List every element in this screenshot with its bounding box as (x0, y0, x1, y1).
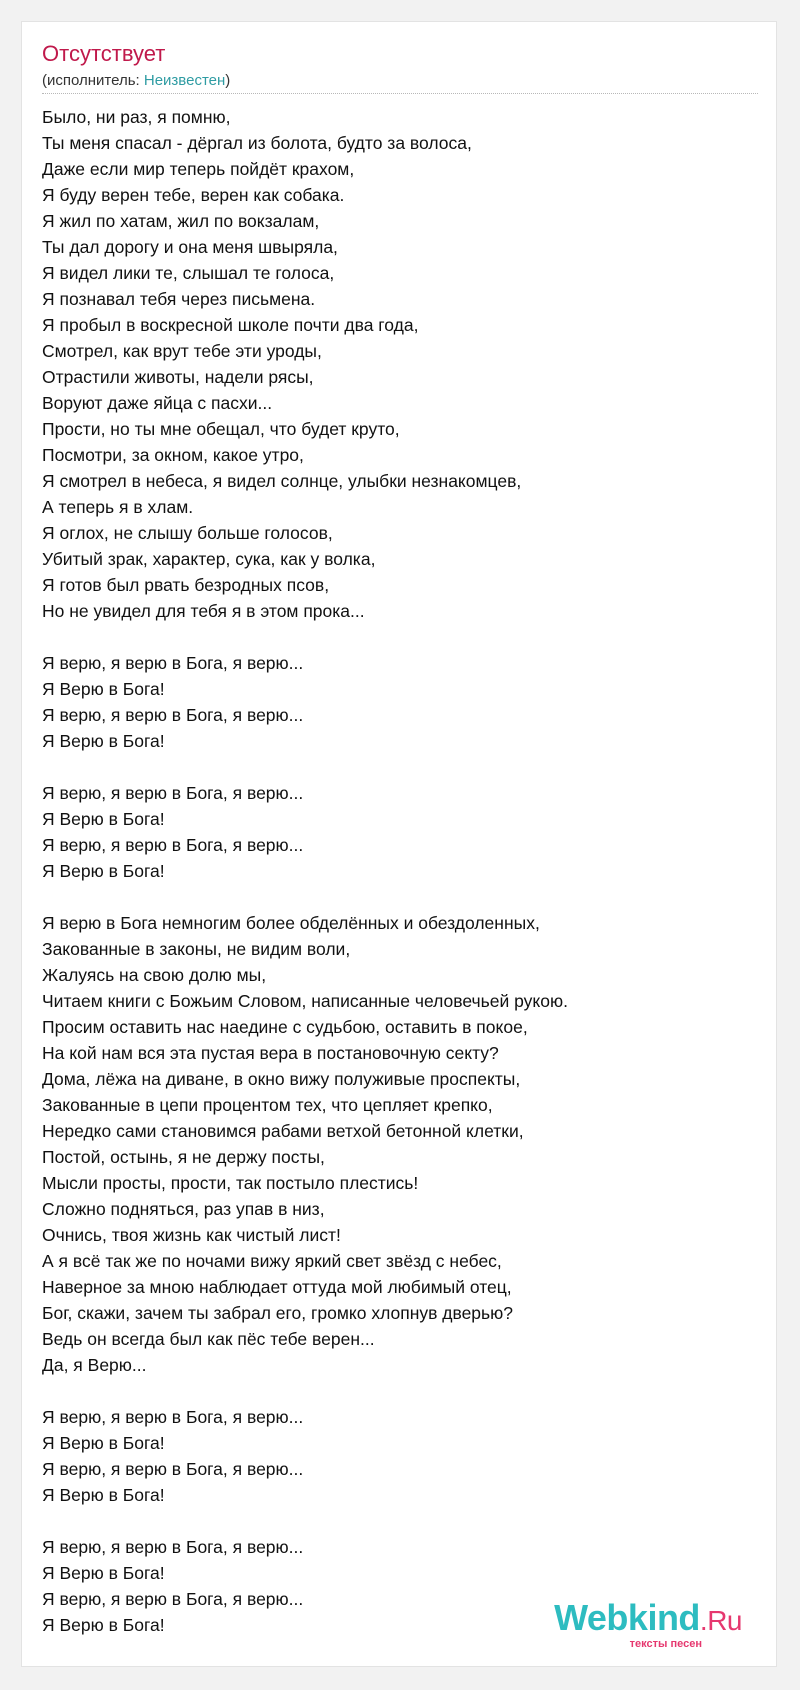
lyric-line: Постой, остынь, я не держу посты, (42, 1147, 325, 1167)
lyric-line: Читаем книги с Божьим Словом, написанные человечьей рукою. (42, 991, 568, 1011)
artist-suffix: ) (225, 72, 231, 89)
lyric-line: Было, ни раз, я помню, (42, 107, 231, 127)
lyric-line: Я Верю в Бога! (42, 679, 165, 699)
lyric-line: Я буду верен тебе, верен как собака. (42, 185, 345, 205)
lyric-line: Я верю, я верю в Бога, я верю... (42, 653, 304, 673)
lyric-line: Я верю, я верю в Бога, я верю... (42, 705, 304, 725)
artist-line (42, 72, 230, 90)
lyric-line: Я смотрел в небеса, я видел солнце, улыбки незнакомцев, (42, 471, 522, 491)
stanza-break (42, 884, 762, 910)
artist-link[interactable]: Неизвестен (143, 72, 226, 89)
lyric-line: Ты меня спасал - дёргал из болота, будто за волоса, (42, 133, 472, 153)
stanza-break (42, 624, 762, 650)
lyric-line: Убитый зрак, характер, сука, как у волка, (42, 549, 376, 569)
lyric-line: А я всё так же по ночами вижу яркий свет звёзд с небес, (42, 1251, 502, 1271)
lyric-line: Да, я Верю... (42, 1355, 147, 1375)
lyric-line: Наверное за мною наблюдает оттуда мой любимый отец, (42, 1277, 512, 1297)
artist-prefix: (исполнитель: (42, 72, 144, 89)
lyric-line: Я пробыл в воскресной школе почти два года, (42, 315, 419, 335)
lyric-line: Просим оставить нас наедине с судьбою, оставить в покое, (42, 1017, 528, 1037)
lyric-line: Дома, лёжа на диване, в окно вижу полуживые проспекты, (42, 1069, 521, 1089)
lyric-line: Смотрел, как врут тебе эти уроды, (42, 341, 322, 361)
lyric-line: На кой нам вся эта пустая вера в постановочную секту? (42, 1043, 499, 1063)
stanza-break (42, 754, 762, 780)
lyric-line: Я оглох, не слышу больше голосов, (42, 523, 333, 543)
lyric-line: Я верю, я верю в Бога, я верю... (42, 1407, 304, 1427)
lyric-line: Бог, скажи, зачем ты забрал его, громко хлопнув дверью? (42, 1303, 514, 1323)
title-divider (42, 93, 758, 94)
lyric-line: Воруют даже яйца с пасхи... (42, 393, 273, 413)
lyrics-text (42, 104, 762, 1638)
lyric-line: Я Верю в Бога! (42, 1485, 165, 1505)
lyric-line: Я Верю в Бога! (42, 1433, 165, 1453)
lyric-line: Сложно подняться, раз упав в низ, (42, 1199, 325, 1219)
lyric-line: Закованные в законы, не видим воли, (42, 939, 351, 959)
lyric-line: Я верю, я верю в Бога, я верю... (42, 1459, 304, 1479)
logo-wordmark (554, 1599, 742, 1640)
lyrics-card (21, 21, 777, 1667)
lyric-line: Очнись, твоя жизнь как чистый лист! (42, 1225, 341, 1245)
logo-tld: .Ru (699, 1605, 742, 1636)
logo-brand: Webkind (554, 1597, 700, 1638)
lyric-line: Посмотри, за окном, какое утро, (42, 445, 304, 465)
lyric-line: Но не увидел для тебя я в этом прока... (42, 601, 365, 621)
lyric-line: Я Верю в Бога! (42, 1615, 165, 1635)
lyric-line: Прости, но ты мне обещал, что будет круто, (42, 419, 400, 439)
lyric-line: Я верю, я верю в Бога, я верю... (42, 835, 304, 855)
lyric-line: Я верю в Бога немногим более обделённых и обездоленных, (42, 913, 540, 933)
stanza-break (42, 1508, 762, 1534)
lyric-line: Нередко сами становимся рабами ветхой бетонной клетки, (42, 1121, 524, 1141)
lyric-line: Я верю, я верю в Бога, я верю... (42, 1537, 304, 1557)
lyric-line: Даже если мир теперь пойдёт крахом, (42, 159, 355, 179)
lyric-line: Я Верю в Бога! (42, 1563, 165, 1583)
lyric-line: Жалуясь на свою долю мы, (42, 965, 267, 985)
webkind-logo (554, 1599, 742, 1650)
lyric-line: Я верю, я верю в Бога, я верю... (42, 1589, 304, 1609)
logo-tagline: тексты песен (629, 1638, 702, 1650)
lyric-line: Ведь он всегда был как пёс тебе верен... (42, 1329, 375, 1349)
lyric-line: Ты дал дорогу и она меня швыряла, (42, 237, 338, 257)
lyric-line: Мысли просты, прости, так постыло плестись! (42, 1173, 419, 1193)
lyric-line: Я Верю в Бога! (42, 809, 165, 829)
lyric-line: А теперь я в хлам. (42, 497, 194, 517)
lyric-line: Отрастили животы, надели рясы, (42, 367, 314, 387)
stanza-break (42, 1378, 762, 1404)
lyric-line: Я Верю в Бога! (42, 861, 165, 881)
lyric-line: Закованные в цепи процентом тех, что цепляет крепко, (42, 1095, 493, 1115)
lyric-line: Я верю, я верю в Бога, я верю... (42, 783, 304, 803)
lyric-line: Я Верю в Бога! (42, 731, 165, 751)
lyric-line: Я жил по хатам, жил по вокзалам, (42, 211, 320, 231)
lyric-line: Я видел лики те, слышал те голоса, (42, 263, 335, 283)
song-title: Отсутствует (42, 41, 166, 66)
lyric-line: Я готов был рвать безродных псов, (42, 575, 330, 595)
lyric-line: Я познавал тебя через письмена. (42, 289, 316, 309)
